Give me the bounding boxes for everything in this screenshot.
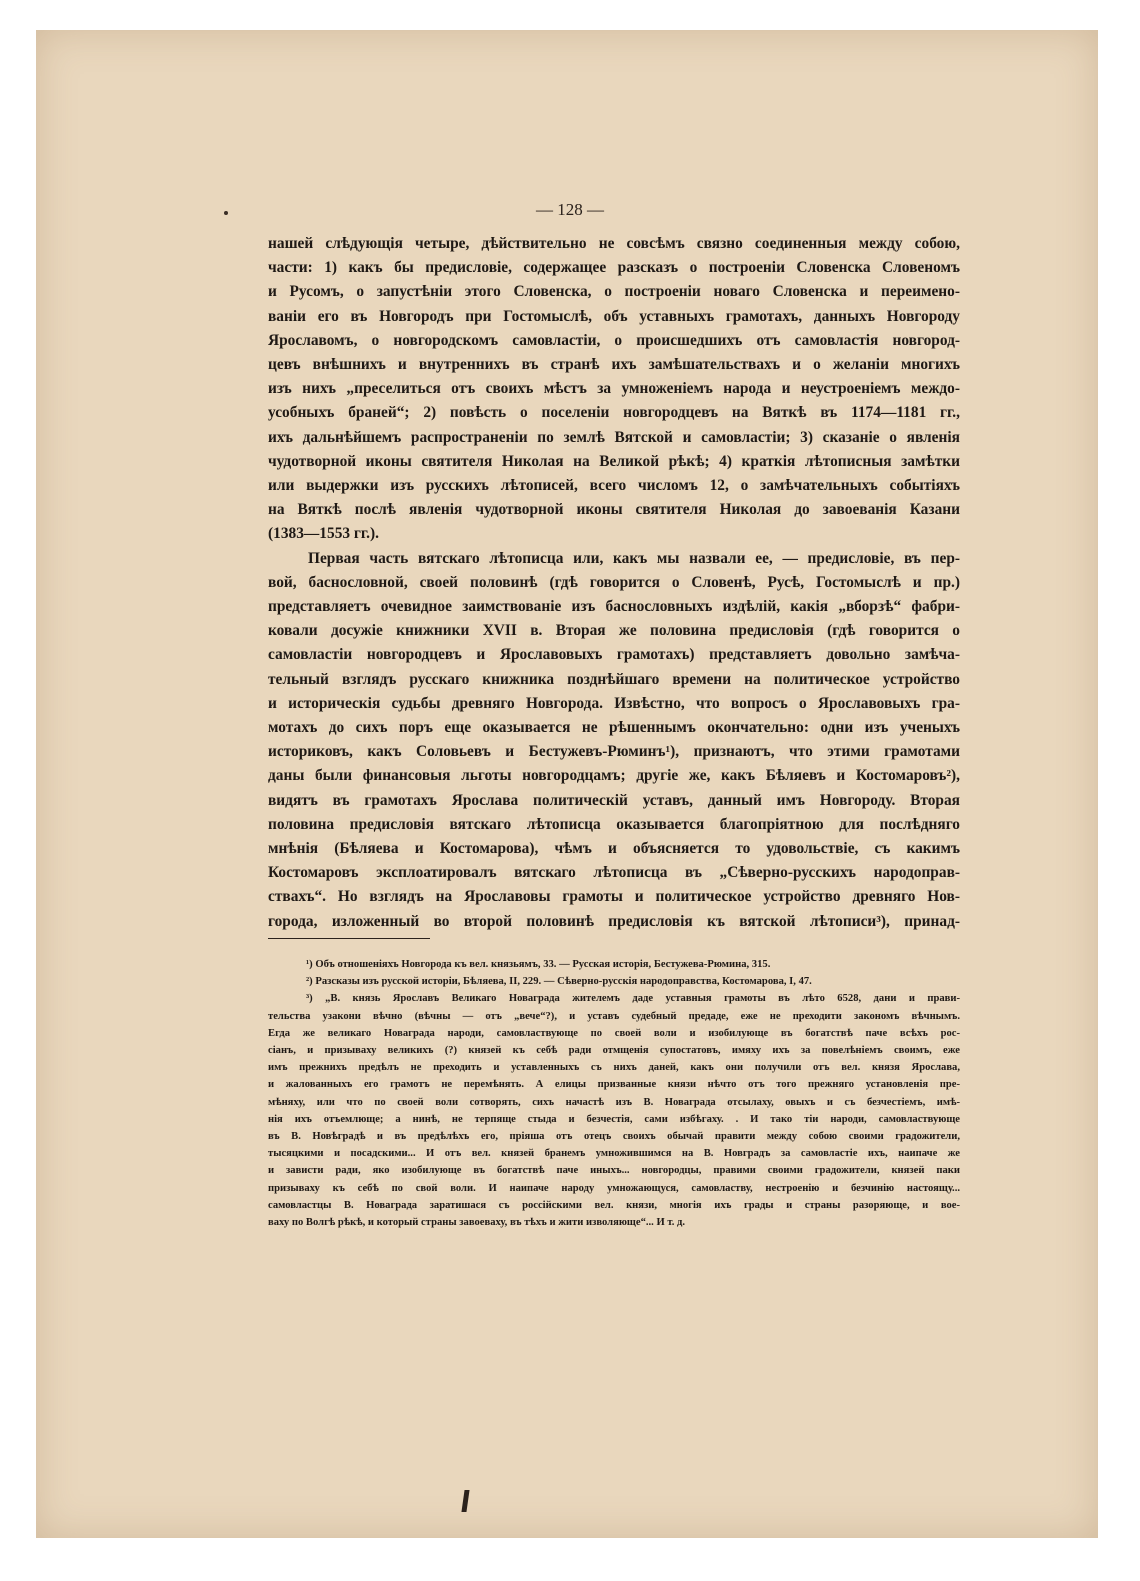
text-line: и историческія судьбы древняго Новгорода. Извѣстно, что вопросъ о Ярославовыхъ гра- (268, 694, 960, 712)
text-line: Ярославомъ, о новгородскомъ самовластіи, о происшедшихъ отъ самовластія новгород- (268, 331, 960, 349)
text-line: половина предисловія вятскаго лѣтописца оказывается благопріятною для послѣдняго (268, 815, 960, 833)
text-line: представляетъ очевидное заимствованіе изъ баснословныхъ издѣлій, какія „вборзѣ“ фабри- (268, 598, 960, 616)
footnote-line: Егда же великаго Новаграда народи, самовластвующе по своей воли и изобилующе въ богатствѣ паче всѣхъ рос- (268, 1027, 960, 1039)
footnote-line: въ В. Новѣградѣ и въ предѣлѣхъ его, пріяша отъ отецъ своихъ обычай правити между собою своими градожители, (268, 1131, 960, 1143)
text-line: самовластіи новгородцевъ и Ярославовыхъ грамотахъ) представляетъ довольно замѣча- (268, 646, 960, 664)
text-line: изъ нихъ „преселиться отъ своихъ мѣстъ за умноженіемъ народа и неустроеніемъ междо- (268, 380, 960, 398)
text-line: части: 1) какъ бы предисловіе, содержащее разсказъ о построеніи Словенска Словеномъ (268, 259, 960, 277)
text-line: мнѣнія (Бѣляева и Костомарова), чѣмъ и объясняется то удовольствіе, съ какимъ (268, 840, 960, 858)
footnote-line: ваху по Волгѣ рѣкѣ, и который страны завоеваху, въ тѣхъ и жити изволяюще“... И т. д. (268, 1217, 686, 1229)
footnote-line: нія ихъ отъемлюще; а нинѣ, не терпяще стыда и безчестія, сами избѣгаху. . И тако тіи народи, самовластвующе (268, 1113, 960, 1125)
footnote-line: мѣняху, или что по своей воли сотворять, сихъ начастѣ изъ В. Новаграда отсылаху, овыхъ и съ безчестіемъ, имѣ- (268, 1096, 960, 1108)
text-line: ствахъ“. Но взглядъ на Ярославовы грамоты и политическое устройство древняго Нов- (268, 888, 960, 906)
text-line: мотахъ до сихъ поръ еще оказывается не рѣшеннымъ окончательно: одни изъ ученыхъ (268, 719, 960, 737)
footnote-line: ²) Разсказы изъ русской исторіи, Бѣляева, II, 229. — Сѣверно-русскія народоправства, Костомарова, I, 47. (306, 976, 812, 988)
text-line: историковъ, какъ Соловьевъ и Бестужевъ-Рюминъ¹), признаютъ, что этими грамотами (268, 743, 960, 761)
footnote-line: сіанъ, и призываху великихъ (?) князей къ себѣ ради отмщенія супостатовъ, имяху ихъ за повелѣніемъ своимъ, еже (268, 1045, 960, 1057)
text-line: Костомаровъ эксплоатировалъ вятскаго лѣтописца въ „Сѣверно-русскихъ народоправ- (268, 864, 960, 882)
text-line: цевъ внѣшнихъ и внутреннихъ въ странѣ ихъ замѣшательствахъ и о желаніи многихъ (268, 356, 960, 374)
text-line: города, изложенный во второй половинѣ предисловія къ вятской лѣтописи³), принад- (268, 912, 960, 930)
footnote-separator (268, 938, 430, 939)
footnote-line: самовластцы В. Новаграда заратишася съ россійскими вел. князи, многія ихъ грады и страны разоряюще, и вое- (268, 1199, 960, 1211)
text-line: ковали досужіе книжники XVII в. Вторая же половина предисловія (гдѣ говорится о (268, 622, 960, 640)
text-line: (1383—1553 гг.). (268, 525, 379, 543)
text-line: и Русомъ, о запустѣніи этого Словенска, о построеніи новаго Словенска и переимено- (268, 283, 960, 301)
footnote-line: тельства узакони вѣчно (вѣчны — отъ „вече“?), и уставъ судебный предаде, еже не преходити закономъ вѣчнымъ. (268, 1010, 960, 1022)
main-text (268, 232, 960, 934)
text-line: ваніи его въ Новгородъ при Гостомыслѣ, объ уставныхъ грамотахъ, данныхъ Новгороду (268, 307, 960, 325)
text-line: тельный взглядъ русскаго книжника позднѣйшаго времени на политическое устройство (268, 670, 960, 688)
footnote-line: тысяцкими и посадскими... И отъ вел. князей бранемъ умножившимся на В. Новградъ за самовластіе ихъ, наипаче же (268, 1148, 960, 1160)
page-number: — 128 — (536, 200, 604, 219)
text-line: нашей слѣдующія четыре, дѣйствительно не совсѣмъ связно соединенныя между собою, (268, 235, 960, 252)
footnotes (268, 956, 960, 1231)
text-line: ихъ дальнѣйшемъ распространеніи по землѣ Вятской и самовластіи; 3) сказаніе о явленія (268, 428, 960, 446)
text-line: на Вяткѣ послѣ явленія чудотворной иконы святителя Николая до завоеванія Казани (268, 501, 960, 519)
text-line: чудотворной иконы святителя Николая на Великой рѣкѣ; 4) краткія лѣтописныя замѣтки (268, 452, 960, 470)
footnote-line: и зависти ради, яко изобилующе въ богатствѣ паче иныхъ... новгородцы, правими своими градожители, князей паки (268, 1165, 960, 1177)
text-line: или выдержки изъ русскихъ лѣтописей, всего числомъ 12, о замѣчательныхъ событіяхъ (268, 477, 960, 495)
footnote-line: ³) „В. князь Ярославъ Великаго Новаграда жителемъ даде уставныя грамоты въ лѣто 6528, дани и прави- (306, 993, 960, 1005)
text-line: даны были финансовыя льготы новгородцамъ; другіе же, какъ Бѣляевъ и Костомаровъ²), (268, 767, 960, 785)
footnote-line: призываху къ себѣ по свой воли. И наипаче народу умножающуся, самовластву, нестроенію и безчинію настоящу... (268, 1182, 960, 1194)
text-line: Первая часть вятскаго лѣтописца или, какъ мы назвали ее, — предисловіе, въ пер- (308, 549, 960, 567)
footnote-line: ¹) Объ отношеніяхъ Новгорода къ вел. князьямъ, 33. — Русская исторія, Бестужева-Рюмина, 315. (306, 959, 771, 970)
text-line: усобныхъ браней“; 2) повѣсть о поселеніи новгородцевъ на Вяткѣ въ 1174—1181 гг., (268, 404, 960, 422)
text-line: вой, баснословной, своей половинѣ (гдѣ говорится о Словенѣ, Русѣ, Гостомыслѣ и пр.) (268, 573, 960, 591)
footnote-line: имъ прежнихъ предѣлъ не преходить и уставленныхъ съ нихъ даней, какъ они получили отъ вел. князя Ярослава, (268, 1062, 960, 1074)
footnote-line: и жалованныхъ его грамотъ не перемѣнять. А елицы призванные князи нѣчто отъ того прежняго установленія пре- (268, 1079, 960, 1091)
text-line: видятъ въ грамотахъ Ярослава политическій уставъ, данный имъ Новгороду. Вторая (268, 791, 960, 809)
